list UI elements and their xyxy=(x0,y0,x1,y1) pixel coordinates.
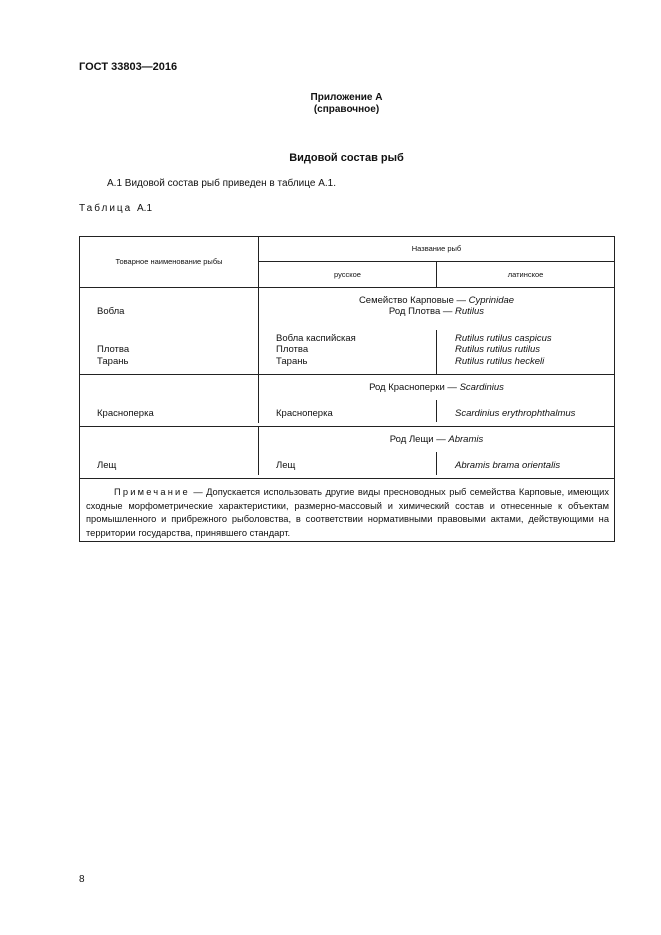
genus-heading-rutilus xyxy=(259,306,614,317)
note-text: — Допускается использовать другие виды пресноводных рыб семейства Карповые, имеющих сходные морфометрические характеристики, размерно-массовый и химический состав и отнесенные к объектам промышленного и прибрежного рыболовства, в соответствии нормативными правовыми актами, действующими на территории государства, принявшего стандарт. xyxy=(86,487,609,539)
col-divider-2-group3 xyxy=(436,452,437,475)
genus-heading-scardinius xyxy=(259,382,614,393)
russian-name: Вобла каспийская xyxy=(276,333,356,344)
annex-title: Приложение А xyxy=(310,92,383,103)
col-divider-2-group1 xyxy=(436,330,437,374)
genus-heading-abramis xyxy=(259,434,614,445)
intro-paragraph: А.1 Видовой состав рыб приведен в таблице А.1. xyxy=(107,178,336,189)
trade-name-vobla: Вобла xyxy=(97,306,125,317)
genus-label: Род Красноперки — xyxy=(369,382,460,393)
group-divider-2 xyxy=(79,426,615,427)
col-divider-1 xyxy=(258,236,259,423)
family-label: Семейство Карповые — xyxy=(358,295,469,306)
col-divider-2-group2 xyxy=(436,400,437,422)
russian-name: Тарань xyxy=(276,356,308,367)
table-border-left xyxy=(79,236,80,542)
header-latin: латинское xyxy=(507,270,544,279)
genus-latin: Rutilus xyxy=(455,306,485,317)
table-note xyxy=(86,486,609,541)
table-border-top xyxy=(79,236,615,237)
header-trade-name: Товарное наименование рыбы xyxy=(115,257,223,266)
trade-name: Плотва xyxy=(97,344,130,355)
family-heading xyxy=(259,295,614,306)
genus-label: Род Плотва — xyxy=(388,306,456,317)
genus-latin: Abramis xyxy=(448,434,484,445)
trade-name: Красноперка xyxy=(97,408,154,419)
genus-latin: Scardinius xyxy=(459,382,504,393)
header-russian: русское xyxy=(334,270,361,279)
latin-name: Rutilus rutilus caspicus xyxy=(455,333,552,344)
table-border-bottom xyxy=(79,541,615,542)
annex-subtitle: (справочное) xyxy=(313,104,380,115)
table-label-word: Таблица xyxy=(79,203,133,214)
page-number: 8 xyxy=(79,874,85,885)
group-divider-1 xyxy=(79,374,615,375)
latin-name: Rutilus rutilus rutilus xyxy=(455,344,540,355)
header-name-group: Название рыб xyxy=(411,244,462,253)
note-label: Примечание xyxy=(114,487,190,497)
table-label xyxy=(79,203,152,214)
table-border-right xyxy=(614,236,615,542)
russian-name: Плотва xyxy=(276,344,309,355)
trade-name: Тарань xyxy=(97,356,129,367)
section-title: Видовой состав рыб xyxy=(289,152,404,164)
document-code: ГОСТ 33803—2016 xyxy=(79,61,178,73)
russian-name: Лещ xyxy=(276,460,296,471)
latin-name: Scardinius erythrophthalmus xyxy=(455,408,576,419)
table-label-number: А.1 xyxy=(137,203,153,214)
trade-name: Лещ xyxy=(97,460,117,471)
russian-name: Красноперка xyxy=(276,408,333,419)
note-divider xyxy=(79,478,615,479)
latin-name: Abramis brama orientalis xyxy=(455,460,561,471)
family-latin: Cyprinidae xyxy=(468,295,515,306)
genus-label: Род Лещи — xyxy=(389,434,449,445)
header-bottom-line xyxy=(79,287,615,288)
latin-name: Rutilus rutilus heckeli xyxy=(455,356,545,367)
